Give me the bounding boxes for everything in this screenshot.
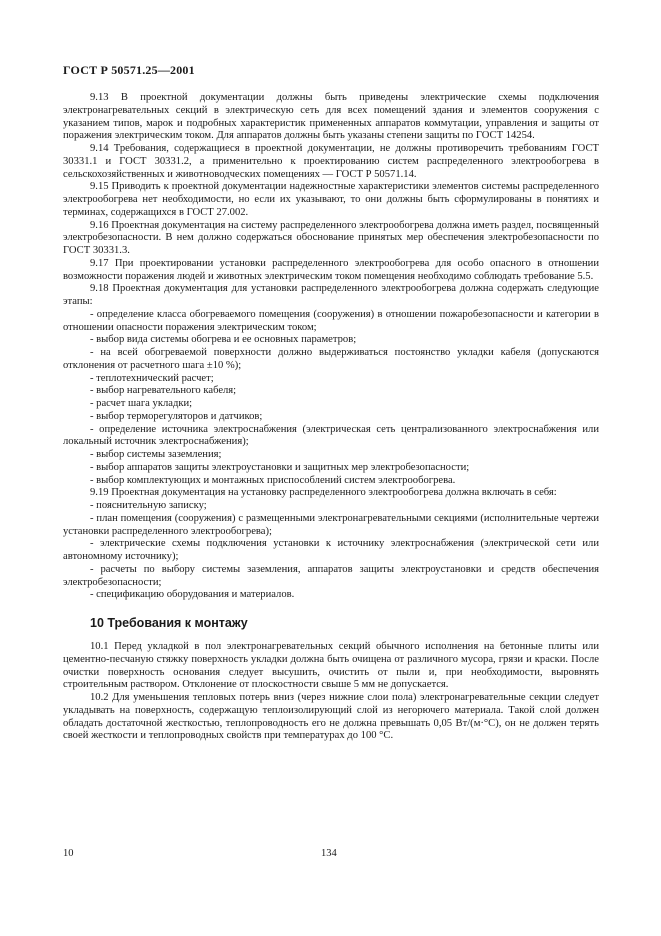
document-body (63, 92, 599, 743)
list-item: - электрические схемы подключения установки к источнику электроснабжения (электрической сети или автономному источнику); (63, 538, 599, 562)
paragraph-10-2: 10.2 Для уменьшения тепловых потерь вниз (через нижние слои пола) электронагревательные секции следует укладывать на поверхность, содержащую теплоизолирующий слой из негорючего материала. Такой слой должен обладать достаточной жесткостью, теплопроводность его не должна превышать 0,05 Вт/(м·°С), он не должен терять своей жесткости и теплопроводных свойств при температурах до 100 °С. (63, 692, 599, 742)
paragraph-9-13: 9.13 В проектной документации должны быть приведены электрические схемы подключения электронагревательных секций в электрическую сеть для всех помещений здания и элементов сооружения с указанием типов, марок и подробных характеристик примененных аппаратов коммутации, управления и защиты от поражения электрическим током. Для аппаратов должны быть указаны степени защиты по ГОСТ 14254. (63, 92, 599, 142)
list-item: - спецификацию оборудования и материалов. (90, 589, 295, 601)
page-number-center: 134 (321, 848, 337, 859)
paragraph-10-1: 10.1 Перед укладкой в пол электронагревательных секций обычного исполнения на бетонные плиты или цементно-песчаную стяжку поверхность укладки должна быть очищена от различного мусора, грязи и краски. После очистки поверхность основания следует высушить, очистить от пыли и, при необходимости, выровнять строительным раствором. Отклонение от плоскостности свыше 5 мм не допускается. (63, 641, 599, 691)
list-item: - выбор вида системы обогрева и ее основных параметров; (90, 334, 357, 346)
paragraph-9-18: 9.18 Проектная документация для установки распределенного электрообогрева должна содержать следующие этапы: (63, 283, 599, 307)
document-code-header: ГОСТ Р 50571.25—2001 (63, 63, 195, 77)
list-item: - расчеты по выбору системы заземления, аппаратов защиты электроустановки и средств обеспечения электробезопасности; (63, 563, 599, 588)
list-item: - выбор терморегуляторов и датчиков; (90, 410, 263, 422)
list-item: - определение класса обогреваемого помещения (сооружения) в отношении пожаробезопасности и категории в отношении опасности поражения электрическим током; (63, 308, 599, 333)
paragraph-9-17: 9.17 При проектировании установки распределенного электрообогрева для особо опасного в отношении возможности поражения людей и животных электрическим током помещения необходимо соблюдать требование 5.5. (63, 257, 599, 282)
list-item: - пояснительную записку; (90, 500, 207, 511)
paragraph-9-14: 9.14 Требования, содержащиеся в проектной документации, не должны противоречить требованиям ГОСТ 30331.1 и ГОСТ 30331.2, а применительно к проектированию систем распределенного электрообогрева в сельскохозяйственных и животноводческих помещениях — ГОСТ Р 50571.14. (63, 143, 599, 180)
list-item: - выбор комплектующих и монтажных приспособлений систем электрообогрева. (90, 474, 456, 486)
list-item: - план помещения (сооружения) с размещенными электронагревательными секциями (исполнительные чертежи установки распределенного электрообогрева); (63, 512, 599, 537)
list-item: - теплотехнический расчет; (90, 372, 214, 384)
section-10-heading: 10 Требования к монтажу (90, 616, 248, 630)
list-item: - выбор аппаратов защиты электроустановки и защитных мер электробезопасности; (90, 461, 470, 473)
list-item: - расчет шага укладки; (90, 398, 193, 409)
paragraph-9-16: 9.16 Проектная документация на систему распределенного электрообогрева должна иметь раздел, посвященный электробезопасности. В нем должно содержаться обоснование принятых мер обеспечения электробезопасности по ГОСТ 30331.3. (63, 219, 599, 256)
list-item: - выбор системы заземления; (90, 449, 222, 460)
list-item: - выбор нагревательного кабеля; (90, 385, 237, 397)
list-item: - на всей обогреваемой поверхности должно выдерживаться постоянство укладки кабеля (допускаются отклонения от расчетного шага ±10 %); (63, 347, 599, 371)
page-number-left: 10 (63, 848, 74, 859)
paragraph-9-19: 9.19 Проектная документация на установку распределенного электрообогрева должна включать в себя: (90, 487, 557, 499)
list-item: - определение источника электроснабжения (электрическая сеть централизованного электроснабжения или локальный источник электроснабжения); (63, 423, 599, 448)
paragraph-9-15: 9.15 Приводить к проектной документации надежностные характеристики элементов системы распределенного электрообогрева нет необходимости, но если их указывают, то они должны быть сформулированы в понятиях и терминах, содержащихся в ГОСТ 27.002. (63, 181, 599, 218)
